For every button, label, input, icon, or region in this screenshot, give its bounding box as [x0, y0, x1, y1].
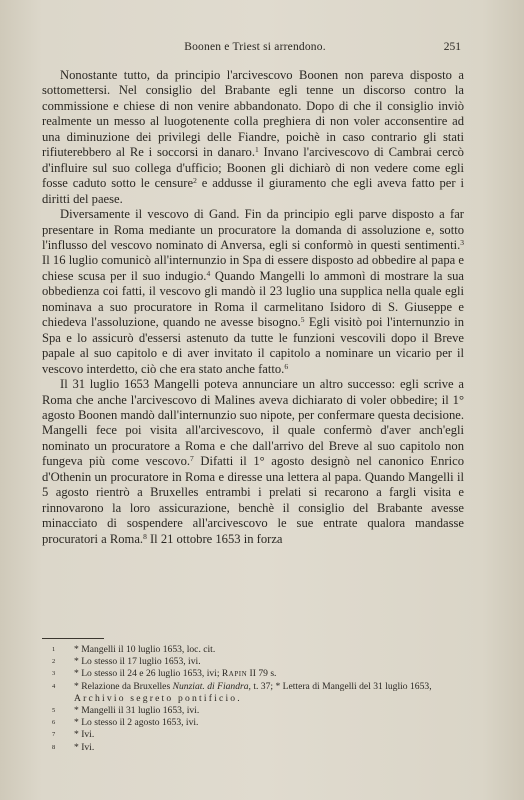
footnotes: [52, 644, 464, 754]
footnote-ref-8: 8: [143, 531, 147, 541]
page-number: 251: [443, 41, 461, 53]
running-header: [50, 41, 460, 57]
footnote-ref-2: 2: [193, 176, 197, 186]
footnote-5: 5 * Mangelli il 31 luglio 1653, ivi.: [52, 705, 200, 717]
footnote-7: 7 * Ivi.: [52, 729, 95, 741]
footnote-ref-4: 4: [206, 268, 211, 278]
footnote-2: 2 * Lo stesso il 17 luglio 1653, ivi.: [52, 656, 201, 668]
running-title: Boonen e Triest si arrendono.: [184, 41, 326, 53]
footnote-ref-5: 5: [300, 315, 305, 325]
footnote-4: 4 * Relazione da Bruxelles Nunziat. di Fiandra, t. 37; * Lettera di Mangelli del 31 luglio 1653, Archivio segreto pontificio.: [52, 680, 432, 704]
paragraph-3: Il 31 luglio 1653 Mangelli poteva annunciare un altro successo: egli scrive a Roma che anche l'arcivescovo di Malines aveva dichiarato di voler obbedire; il 1° agosto Boonen mandò dall'internunzio suo nipote, per confermare questa decisione. Mangelli fece poi visita all'arcivescovo, il quale confermò d'aver anch'egli nominato un procuratore a Roma e che dall'arrivo del Breve al suo capitolo non fungeva più come vescovo.$^7$ Difatti il 1° agosto designò nel canonico Enrico d'Othenin un procuratore in Roma e diresse una lettera al papa. Quando Mangelli il 5 agosto rientrò a Bruxelles entrambi i prelati si recarono a fargli visita e rinnovarono la loro assicurazione, benchè il consiglio del Brabante avesse minacciato di sospendere all'arcivescovo le sue entrate qualora mandasse procuratori a Roma.$^8$ Il 21 ottobre 1653 in forza: [42, 377, 464, 546]
footnote-3: 3 * Lo stesso il 24 e 26 luglio 1653, ivi; Rapin II 79 s.: [52, 668, 277, 680]
main-text: [42, 68, 464, 547]
footnote-ref-6: 6: [284, 361, 289, 371]
footnote-divider: [42, 638, 104, 639]
paragraph-1: Nonostante tutto, da principio l'arcivescovo Boonen non pareva disposto a sottomettersi. Nel consiglio del Brabante egli tenne un discorso contro la commissione e chiese di non venire abbandonato. Dopo di che il consiglio inviò realmente un messo al luogotenente colla preghiera di non voler acconsentire ad una diminuzione dei privilegi delle Fiandre, poichè in caso contrario gli stati rifiuterebbero al Re i soccorsi in danaro.$^1$ Invano l'arcivescovo di Cambrai cercò d'influire sul suo collega d'ufficio; Boonen gli dichiarò di non vedere come egli fosse caduto sotto le censure$^2$ e addusse il giuramento che egli aveva fatto per i diritti del paese.: [42, 68, 464, 206]
footnote-ref-1: 1: [255, 145, 259, 155]
footnote-8: 8 * Ivi.: [52, 741, 95, 753]
paragraph-2: Diversamente il vescovo di Gand. Fin da principio egli parve disposto a far presentare in Roma mediante un procuratore la domanda di assoluzione e, sotto l'influsso del vescovo nominato di Anversa, egli si conformò in questi sentimenti.$^3$ Il 16 luglio comunicò all'internunzio in Spa di essere disposto ad obbedire al papa e chiese scusa per il suo indugio.$^4$ Quando Mangelli lo ammonì di mostrare la sua obbedienza coi fatti, il vescovo gli mandò il 23 luglio una supplica nella quale egli nominava a suo procuratore in Roma il carmelitano Isidoro di S. Giuseppe e chiedeva l'assoluzione, quando ne avesse bisogno.$^5$ Egli visitò poi l'internunzio in Spa e lo assicurò d'essersi astenuto da tutte le funzioni vescovili dopo il Breve papale al suo capitolo e di aver invitato il capitolo a nominare un vicario per il vescovo interdetto, ciò che era stato anche fatto.$^6$: [42, 207, 465, 376]
footnote-1: 1 * Mangelli il 10 luglio 1653, loc. cit.: [52, 644, 216, 655]
footnote-ref-3: 3: [460, 237, 464, 247]
footnote-ref-7: 7: [190, 454, 194, 464]
footnote-6: 6 * Lo stesso il 2 agosto 1653, ivi.: [52, 717, 199, 729]
